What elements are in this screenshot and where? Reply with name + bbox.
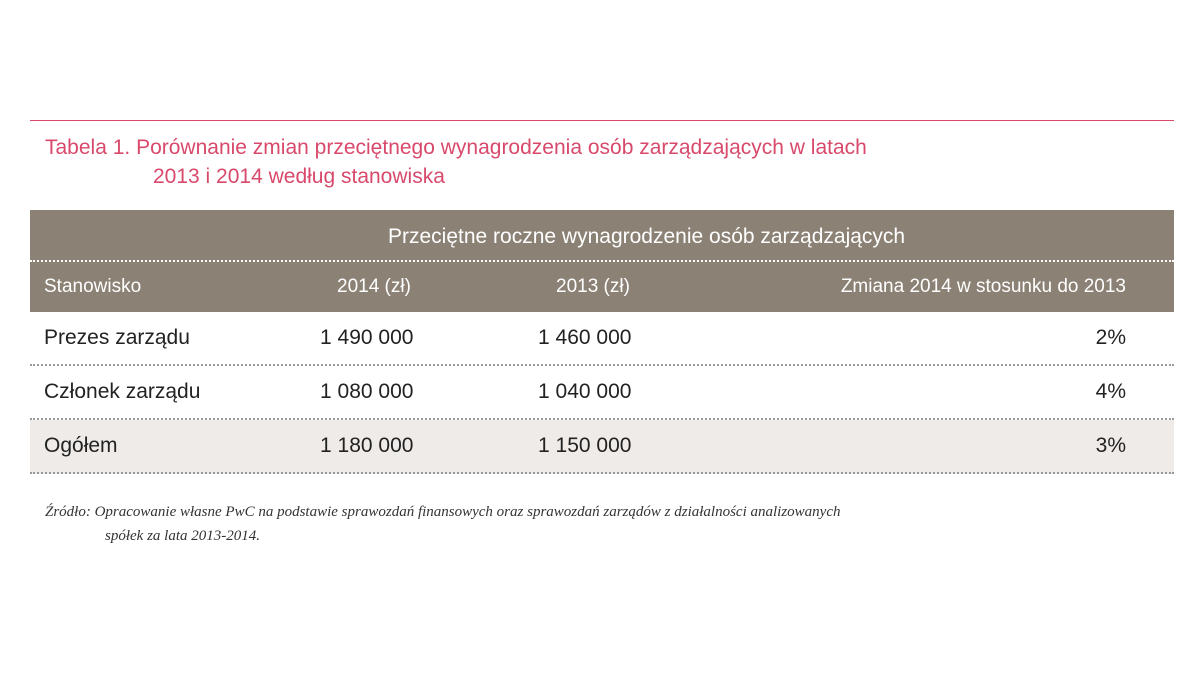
group-header-label: Przeciętne roczne wynagrodzenie osób zarządzających xyxy=(388,225,906,248)
caption-line-1: Tabela 1. Porównanie zmian przeciętnego wynagrodzenia osób zarządzających w latach xyxy=(45,136,867,159)
column-header-2014: 2014 (zł) xyxy=(337,276,411,297)
source-note xyxy=(45,500,1155,548)
column-header-2013: 2013 (zł) xyxy=(556,276,630,297)
cell-2013: 1 460 000 xyxy=(538,326,632,349)
cell-2013: 1 040 000 xyxy=(538,380,632,403)
table-row xyxy=(30,312,1174,366)
table-row-total xyxy=(30,420,1174,474)
salary-table xyxy=(30,210,1174,474)
row-label: Prezes zarządu xyxy=(44,326,190,349)
column-header-change: Zmiana 2014 w stosunku do 2013 xyxy=(840,276,1126,297)
cell-2014: 1 490 000 xyxy=(320,326,414,349)
table-caption xyxy=(45,133,1165,191)
source-line-1: Źródło: Opracowanie własne PwC na podstawie sprawozdań finansowych oraz sprawozdań zarządów z działalności analizowanych xyxy=(45,504,841,520)
table-row xyxy=(30,366,1174,420)
cell-change: 3% xyxy=(1095,434,1126,457)
table-group-header xyxy=(30,210,1174,260)
row-label: Członek zarządu xyxy=(44,380,201,403)
cell-2014: 1 080 000 xyxy=(320,380,414,403)
caption-line-2: 2013 i 2014 według stanowiska xyxy=(153,165,445,188)
cell-2013: 1 150 000 xyxy=(538,434,632,457)
caption-top-rule xyxy=(30,120,1174,121)
column-header-stanowisko: Stanowisko xyxy=(44,276,142,297)
row-label: Ogółem xyxy=(44,434,118,457)
cell-2014: 1 180 000 xyxy=(320,434,414,457)
cell-change: 4% xyxy=(1095,380,1126,403)
cell-change: 2% xyxy=(1095,326,1126,349)
table-column-headers xyxy=(30,262,1174,312)
source-line-2: spółek za lata 2013-2014. xyxy=(105,528,260,544)
